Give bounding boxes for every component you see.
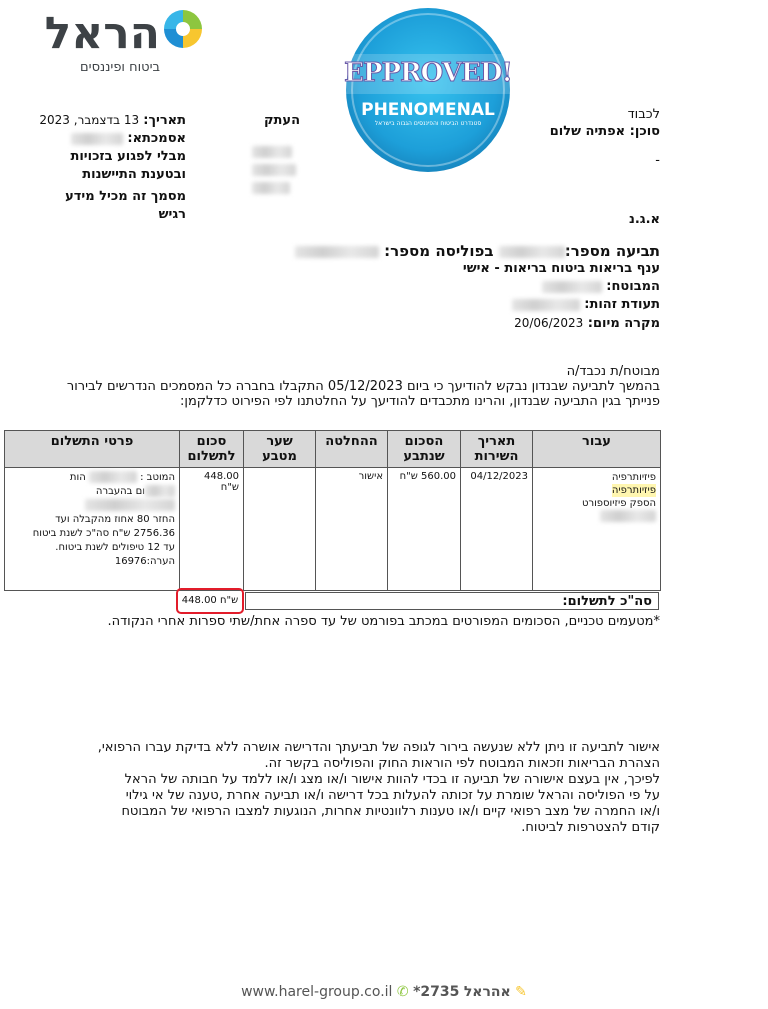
- cell-claimed: 560.00 ש"ח: [388, 468, 461, 591]
- col-payable: סכום לתשלום: [180, 431, 244, 468]
- stamp-circle-icon: [336, 4, 520, 174]
- event-row: מקרה מיום: 20/06/2023: [514, 316, 660, 331]
- phone-icon: ✆: [396, 984, 409, 1000]
- date-row: תאריך: 13 בדצמבר, 2023: [39, 113, 186, 128]
- table-row: [5, 468, 661, 591]
- copy-label: העתק: [263, 113, 300, 128]
- stamp-title: EPPROVED!: [344, 58, 512, 88]
- copy-recipient-redacted: [252, 146, 296, 194]
- col-service-date: תאריך השירות: [461, 431, 533, 468]
- claim-number-row: תביעה מספר: בפוליסה מספר:: [270, 242, 660, 260]
- footnote: *מטעמים טכניים, הסכומים המפורטים במכתב בפורמט של עד ספרה אחת/שתי ספרות אחרי הנקודה.: [107, 614, 660, 629]
- cell-payment-details: המוטב : הות ום בהעברה החזר 80 אחוז מהקבלה ועד 2756.36 ש"ח סה"כ לשנת ביטוח עד 12 טיפולים לשנת ביטוח. הערה:16976: [5, 468, 180, 591]
- col-for: עבור: [533, 431, 661, 468]
- id-row: תעודת זהות:: [270, 296, 660, 314]
- insured-row: המבוטח:: [270, 278, 660, 296]
- cell-decision: אישור: [316, 468, 388, 591]
- col-rate: שער מטבע: [244, 431, 316, 468]
- footer-phone: *2735: [413, 984, 460, 1000]
- header-right: [520, 106, 660, 169]
- footer: [0, 984, 768, 1000]
- sensitive-notice: מסמך זה מכיל מידע רגיש: [65, 189, 186, 222]
- logo-wordmark: הראל: [44, 8, 160, 59]
- cell-payable: 448.00 ש"ח: [180, 468, 244, 591]
- logo-tagline: ביטוח ופיננסים: [80, 60, 160, 75]
- pencil-icon: ✎: [515, 984, 527, 1000]
- privacy-line-2: ובטענת התיישנות: [82, 167, 186, 182]
- col-decision: ההחלטה: [316, 431, 388, 468]
- approved-stamp: [336, 4, 520, 174]
- footer-brand: אהראל: [463, 984, 511, 1000]
- claims-table: [4, 430, 661, 591]
- privacy-line-1: מבלי לפגוע בזכויות: [70, 149, 186, 164]
- stamp-subtitle: PHENOMENAL: [361, 100, 495, 120]
- branch-row: ענף בריאות ביטוח בריאות - אישי: [462, 261, 660, 276]
- claim-details: [270, 242, 660, 333]
- col-payment-details: פרטי התשלום: [5, 431, 180, 468]
- total-value: 448.00 ש"ח: [176, 588, 244, 614]
- total-label: סה"כ לתשלום:: [245, 592, 659, 610]
- ref-row: אסמכתא:: [36, 130, 186, 148]
- footer-url[interactable]: www.harel-group.co.il: [241, 984, 393, 1000]
- harel-logo: [36, 6, 206, 78]
- table-header-row: [5, 431, 661, 468]
- legal-paragraph: אישור לתביעה זו ניתן ללא שנעשה בירור לגופה של תביעתך והדרישה אושרה ללא בדיקת עברו הרפואי, הצהרת הבריאות וזכאות המבוטח לפי הוראות החוק והפוליסה בקשר זה. לפיכך, אין בעצם אישורה של תביעה זו בכדי להוות אישור ו/או מצג ו/או ללמד על חבותה של הראל על פי הפוליסה והראל שומרת על זכותה להעלות בכל דרישה ו/או תביעה אחרת ,טענה של אי גילוי ו/או החמרה של מצב רפואי קיים ו/או טענות רלוונטיות אחרות, הנוגעות למצבו הרפואי של המבוטח קודם להצטרפות לביטוח.: [97, 740, 660, 835]
- header-left: [36, 111, 186, 224]
- col-claimed: הסכום שנתבע: [388, 431, 461, 468]
- logo-swirl-icon: [162, 8, 204, 52]
- cell-rate: [244, 468, 316, 591]
- cell-for: פיזיותרפיה פיזיותרפיה הספק פיזיוספורט: [533, 468, 661, 591]
- greeting: א.ג.נ: [628, 212, 660, 227]
- intro-paragraph: מבוטח/ת נכבד/ה בהמשך לתביעה שבנדון נבקש להודיעך כי ביום 05/12/2023 התקבלו בחברה כל המסמכים הנדרשים לבירור פנייתך בגין התביעה שבנדון, והרינו מתכבדים להודיעך על החלטתנו לפי הפירוט כדלקמן:: [66, 364, 660, 409]
- dash: -: [655, 153, 660, 168]
- stamp-tagline: סטנדרט הביטוח והפיננסים הגבוה בישראל: [374, 120, 482, 127]
- to-label: לכבוד: [627, 107, 660, 122]
- cell-service-date: 04/12/2023: [461, 468, 533, 591]
- agent-name: סוכן: אפתיה שלום: [549, 124, 660, 139]
